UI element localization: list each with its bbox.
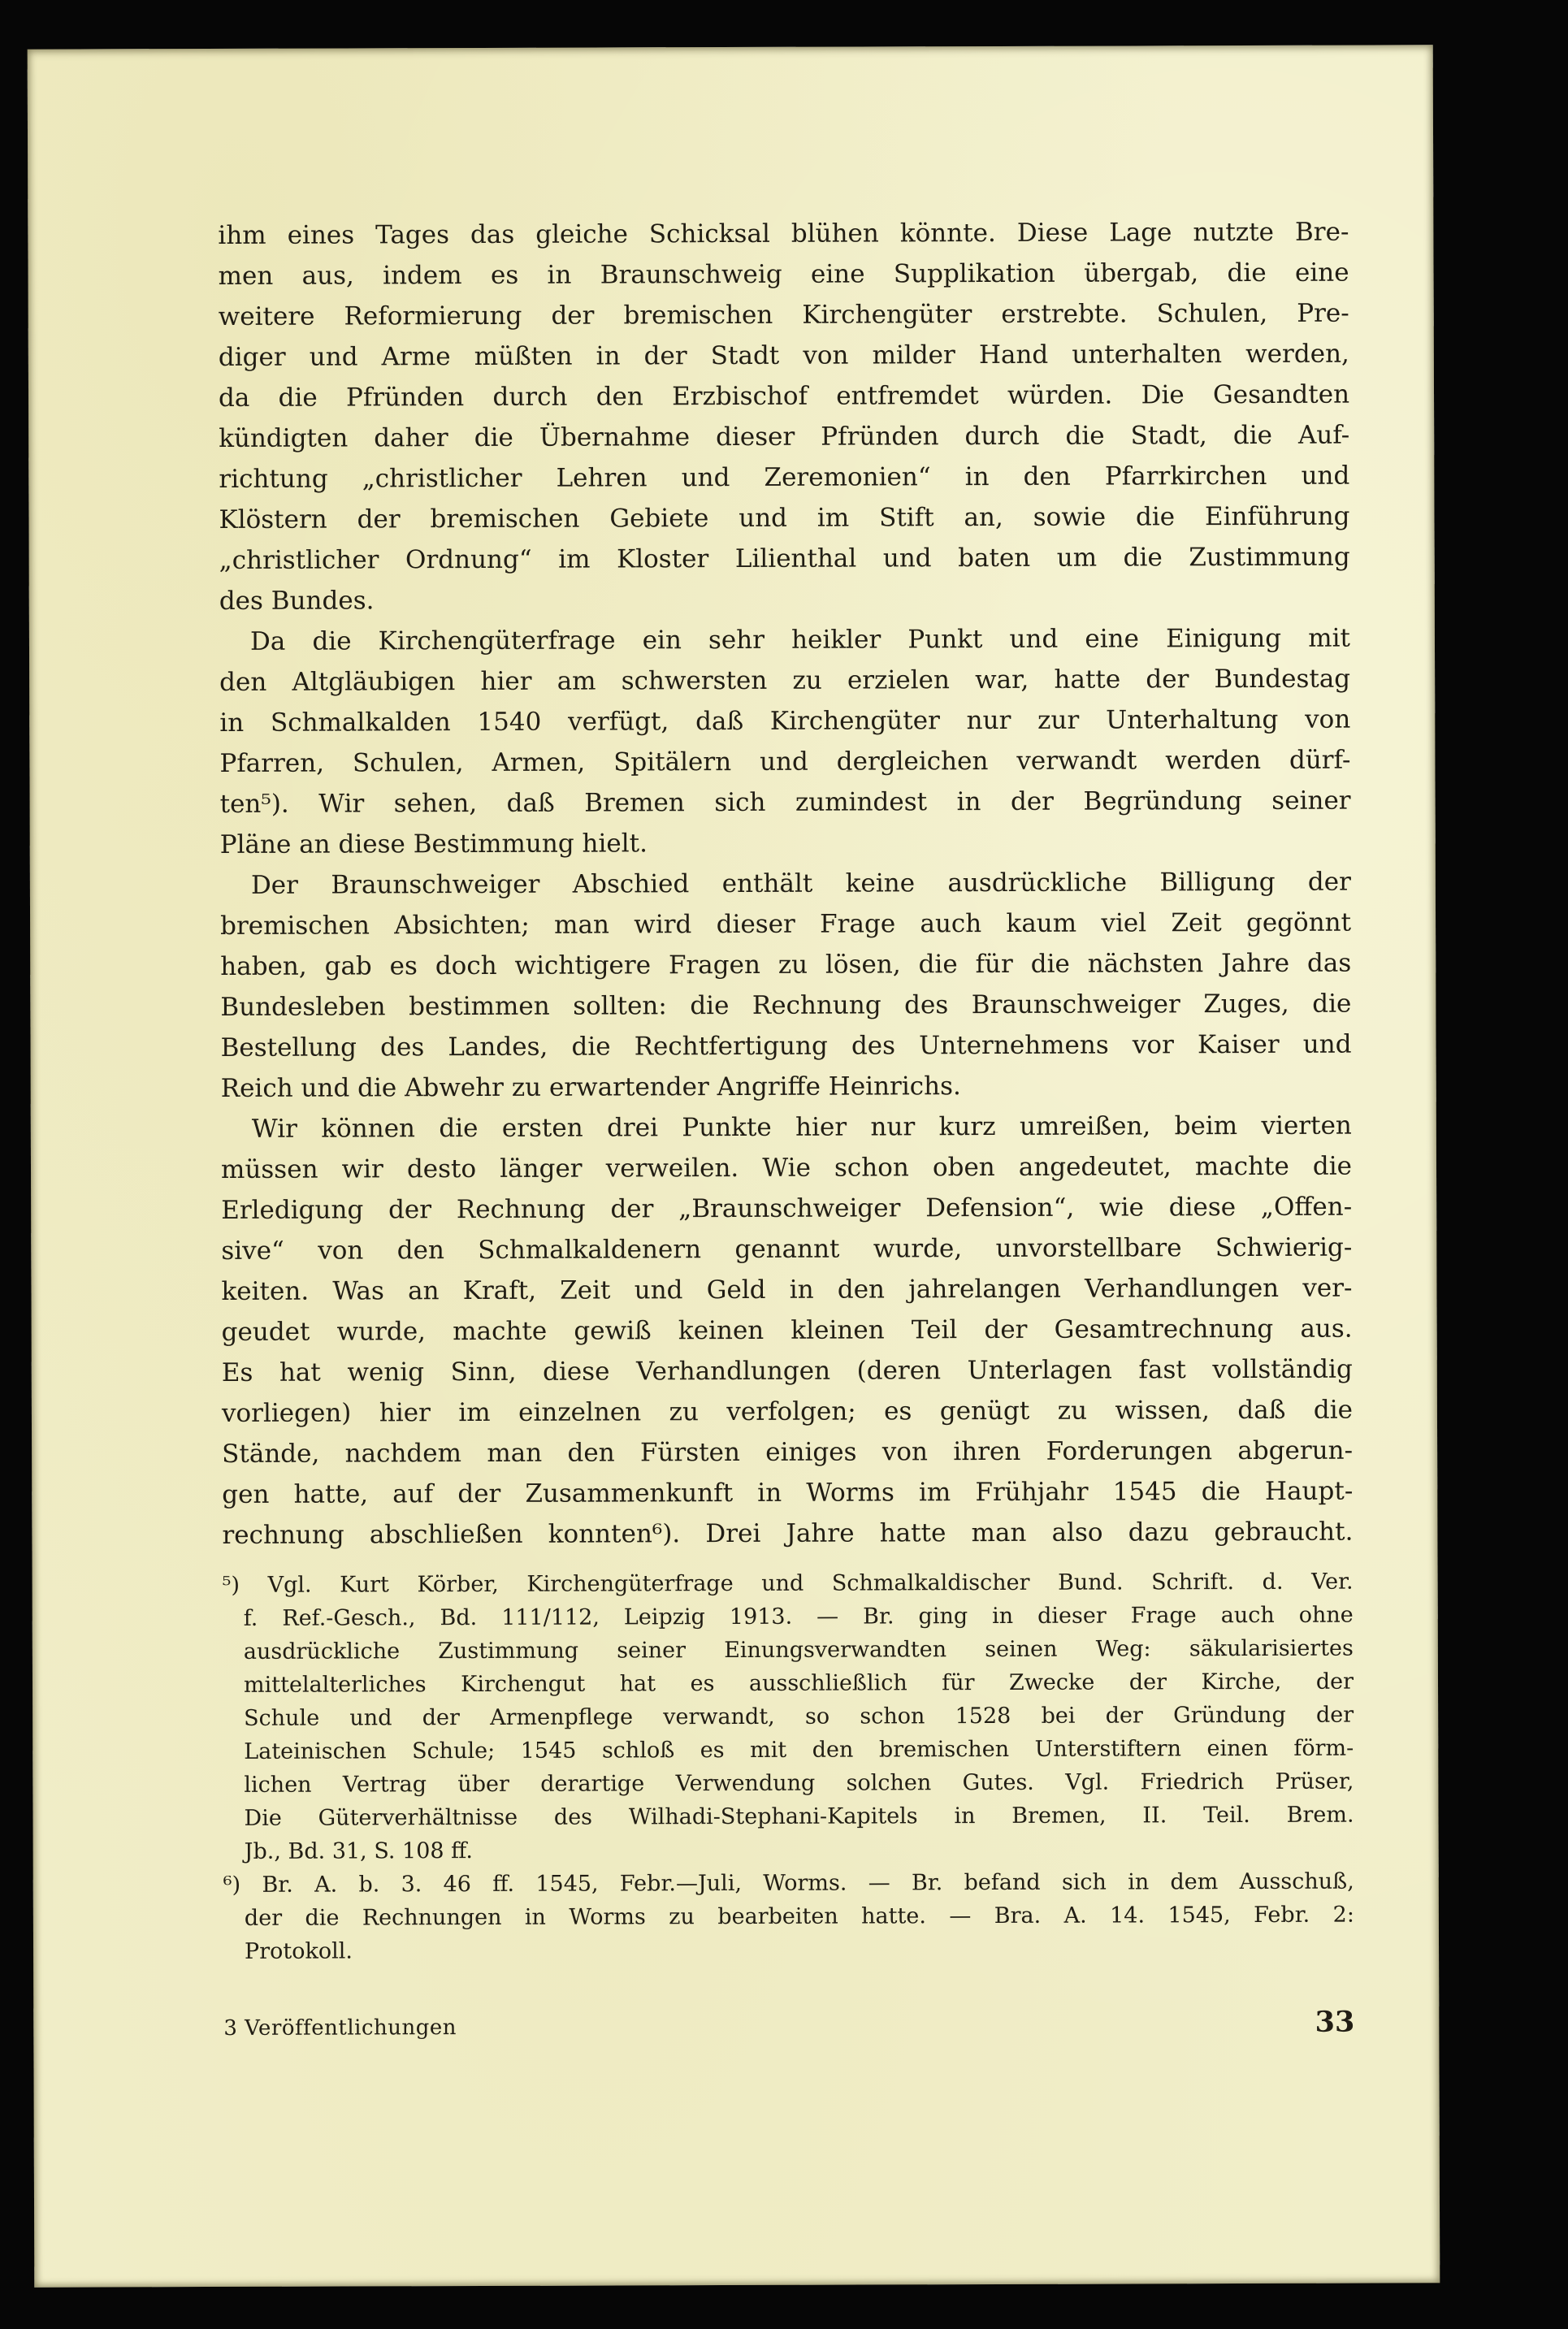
body-text [218, 212, 1353, 1556]
text-line: Die Güterverhältnisse des Wilhadi-Stephani-Kapitels in Bremen, II. Teil. Brem. [244, 1802, 1354, 1831]
text-line: ausdrückliche Zustimmung seiner Einungsverwandten seinen Weg: säkularisiertes [243, 1635, 1354, 1664]
signature-mark: 3 Veröffentlichungen [223, 2015, 457, 2041]
text-line: men aus, indem es in Braunschweig eine Supplikation übergab, die eine [218, 258, 1349, 291]
footnote [223, 1565, 1354, 1868]
text-line: Bundesleben bestimmen sollten: die Rechnung des Braunschweiger Zuges, die [220, 989, 1352, 1022]
text-line: Es hat wenig Sinn, diese Verhandlungen (deren Unterlagen fast vollständig [221, 1354, 1353, 1387]
text-line: haben, gab es doch wichtigere Fragen zu lösen, die für die nächsten Jahre das [220, 948, 1352, 981]
text-line: Bestellung des Landes, die Rechtfertigung des Unternehmens vor Kaiser und [220, 1029, 1352, 1063]
footnotes-section [223, 1565, 1355, 1968]
text-line: Lateinischen Schule; 1545 schloß es mit den bremischen Unterstiftern einen förm- [244, 1735, 1354, 1764]
text-line: den Altgläubigen hier am schwersten zu erzielen war, hatte der Bundestag [219, 664, 1351, 697]
paragraph [221, 1106, 1354, 1556]
page-number: 33 [1315, 2005, 1355, 2039]
text-line: geudet wurde, machte gewiß keinen kleinen Teil der Gesamtrechnung aus. [221, 1314, 1353, 1347]
text-line: in Schmalkalden 1540 verfügt, daß Kirchengüter nur zur Unterhaltung von [219, 704, 1351, 738]
text-line: ⁵) Vgl. Kurt Körber, Kirchengüterfrage und Schmalkaldischer Bund. Schrift. d. Ver. [222, 1569, 1354, 1598]
text-line: Da die Kirchengüterfrage ein sehr heikler Punkt und eine Einigung mit [249, 623, 1351, 656]
text-line: ten⁵). Wir sehen, daß Bremen sich zumindest in der Begründung seiner [219, 786, 1351, 819]
text-line: Pläne an diese Bestimmung hielt. [219, 829, 648, 859]
text-line: sive“ von den Schmalkaldenern genannt wurde, unvorstellbare Schwierig- [221, 1232, 1353, 1266]
paragraph [220, 862, 1352, 1109]
text-line: weitere Reformierung der bremischen Kirchengüter erstrebte. Schulen, Pre- [218, 298, 1349, 331]
text-line: gen hatte, auf der Zusammenkunft in Worms im Frühjahr 1545 die Haupt- [222, 1476, 1354, 1509]
text-line: Klöstern der bremischen Gebiete und im Stift an, sowie die Einführung [219, 501, 1350, 535]
text-line: ihm eines Tages das gleiche Schicksal blühen könnte. Diese Lage nutzte Bre- [218, 217, 1349, 250]
text-line: Erledigung der Rechnung der „Braunschweiger Defension“, wie diese „Offen- [221, 1192, 1353, 1225]
text-line: richtung „christlicher Lehren und Zeremonien“ in den Pfarrkirchen und [219, 461, 1350, 494]
text-line: der die Rechnungen in Worms zu bearbeiten hatte. — Bra. A. 14. 1545, Febr. 2: [244, 1902, 1354, 1931]
text-line: Wir können die ersten drei Punkte hier nur kurz umreißen, beim vierten [251, 1110, 1352, 1144]
text-line: ⁶) Br. A. b. 3. 46 ff. 1545, Febr.—Juli, Worms. — Br. befand sich in dem Ausschuß, [223, 1868, 1354, 1898]
text-line: Der Braunschweiger Abschied enthält keine ausdrückliche Billigung der [250, 867, 1351, 900]
text-line: rechnung abschließen konnten⁶). Drei Jahre hatte man also dazu gebraucht. [222, 1517, 1354, 1550]
text-line: lichen Vertrag über derartige Verwendung solchen Gutes. Vgl. Friedrich Prüser, [244, 1768, 1354, 1798]
text-line: f. Ref.-Gesch., Bd. 111/112, Leipzig 1913. — Br. ging in dieser Frage auch ohne [243, 1602, 1354, 1631]
text-line: Schule und der Armenpflege verwandt, so schon 1528 bei der Gründung der [244, 1702, 1354, 1731]
text-line: da die Pfründen durch den Erzbischof entfremdet würden. Die Gesandten [218, 379, 1350, 413]
text-line: Stände, nachdem man den Fürsten einiges von ihren Forderungen abgerun- [222, 1435, 1354, 1469]
text-line: „christlicher Ordnung“ im Kloster Lilienthal und baten um die Zustimmung [219, 542, 1350, 575]
text-line: vorliegen) hier im einzelnen zu verfolgen; es genügt zu wissen, daß die [221, 1395, 1354, 1428]
text-line: Protokoll. [244, 1938, 353, 1964]
text-line: diger und Arme müßten in der Stadt von milder Hand unterhalten werden, [218, 339, 1349, 372]
text-line: kündigten daher die Übernahme dieser Pfründen durch die Stadt, die Auf- [219, 420, 1350, 453]
paragraph [218, 212, 1350, 621]
text-line: mittelalterliches Kirchengut hat es ausschließlich für Zwecke der Kirche, der [243, 1669, 1354, 1698]
page-footer [223, 2006, 1354, 2042]
text-line: Jb., Bd. 31, S. 108 ff. [244, 1838, 473, 1864]
paper-sheet [28, 45, 1440, 2287]
text-line: Reich und die Abwehr zu erwartender Angriffe Heinrichs. [220, 1071, 961, 1103]
footnote [223, 1865, 1354, 1968]
text-line: bremischen Absichten; man wird dieser Frage auch kaum viel Zeit gegönnt [220, 907, 1352, 941]
text-line: des Bundes. [219, 586, 375, 616]
text-line: keiten. Was an Kraft, Zeit und Geld in den jahrelangen Verhandlungen ver- [221, 1273, 1353, 1306]
text-column [218, 212, 1354, 2042]
paragraph [219, 618, 1351, 865]
text-line: Pfarren, Schulen, Armen, Spitälern und dergleichen verwandt werden dürf- [219, 745, 1351, 778]
text-line: müssen wir desto länger verweilen. Wie schon oben angedeutet, machte die [220, 1151, 1353, 1184]
